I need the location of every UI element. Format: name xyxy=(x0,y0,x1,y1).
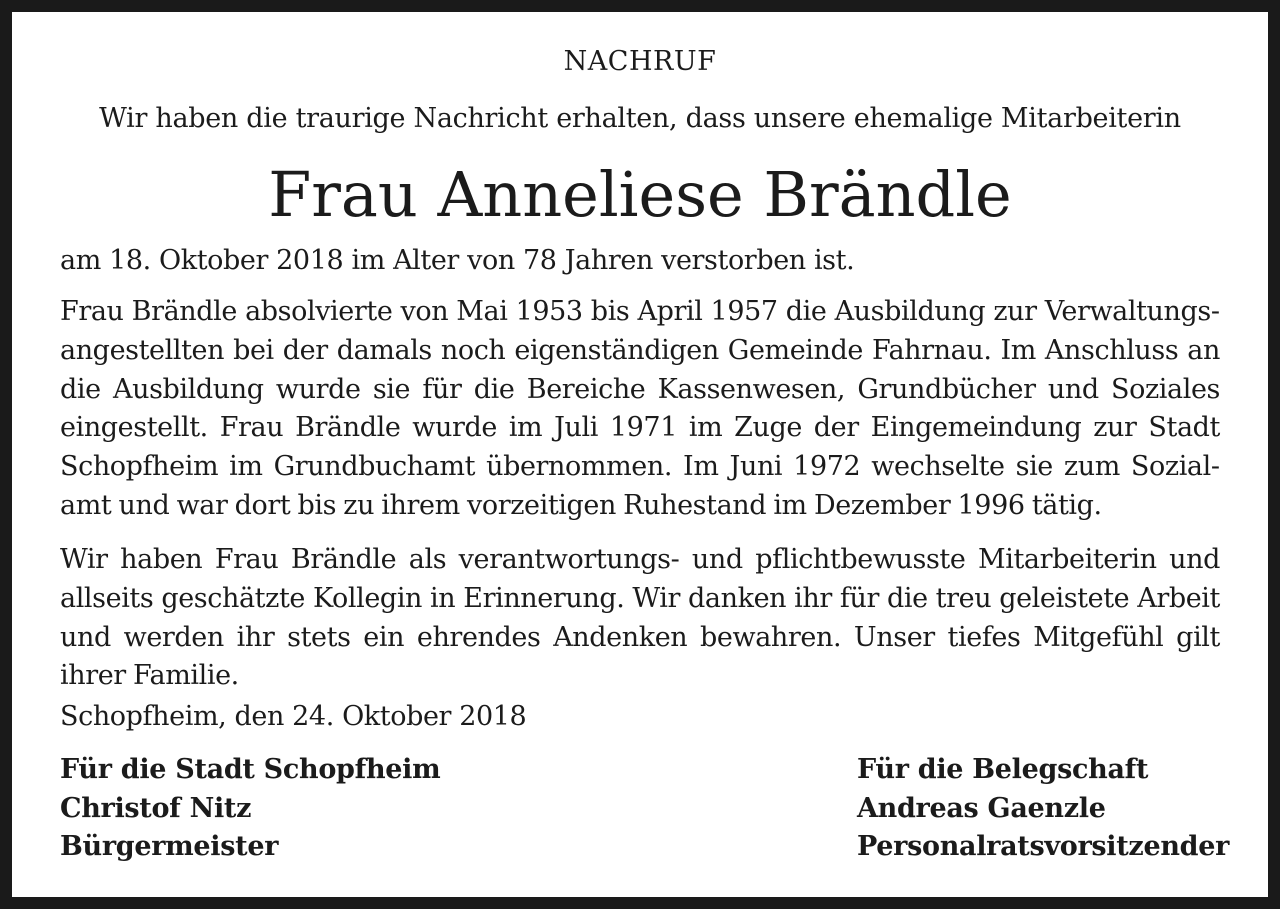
signature-right-for: Für die Belegschaft xyxy=(857,754,1149,785)
signature-left-for: Für die Stadt Schopfheim xyxy=(60,754,441,785)
death-line: am 18. Oktober 2018 im Alter von 78 Jahren verstorben ist. xyxy=(60,245,855,276)
place-date: Schopfheim, den 24. Oktober 2018 xyxy=(60,701,527,732)
closing-paragraph: Wir haben Frau Brändle als verantwortungs- und pflichtbewusste Mitarbeiterin und allseits geschätzte Kollegin in Erinnerung. Wir danken ihr für die treu geleistete Arbeit und werden ihr stets ein ehrendes Andenken bewahren. Unser tiefes Mitgefühl gilt ihrer Familie. xyxy=(60,544,1220,692)
intro-line: Wir haben die traurige Nachricht erhalten, dass unsere ehemalige Mitarbeiterin xyxy=(99,103,1181,134)
deceased-name: Frau Anneliese Brändle xyxy=(268,158,1012,231)
notice-heading: NACHRUF xyxy=(563,46,717,77)
signature-right xyxy=(857,751,1229,867)
signature-left xyxy=(60,751,440,867)
signature-right-name: Andreas Gaenzle xyxy=(857,792,1106,824)
signature-left-role: Bürgermeister xyxy=(60,831,279,862)
signature-right-role: Personalratsvorsitzender xyxy=(857,831,1230,862)
career-paragraph: Frau Brändle absolvierte von Mai 1953 bis April 1957 die Ausbildung zur Verwaltungsangestellten bei der damals noch eigenständigen Gemeinde Fahrnau. Im Anschluss an die Ausbildung wurde sie für die Bereiche Kassenwesen, Grundbücher und Soziales eingestellt. Frau Brändle wurde im Juli 1971 im Zuge der Eingemeindung zur Stadt Schopfheim im Grundbuchamt übernommen. Im Juni 1972 wechselte sie zum Sozialamt und war dort bis zu ihrem vorzeitigen Ruhestand im Dezember 1996 tätig. xyxy=(60,296,1220,521)
obituary-notice xyxy=(12,12,1268,897)
signature-left-name: Christof Nitz xyxy=(60,792,252,824)
